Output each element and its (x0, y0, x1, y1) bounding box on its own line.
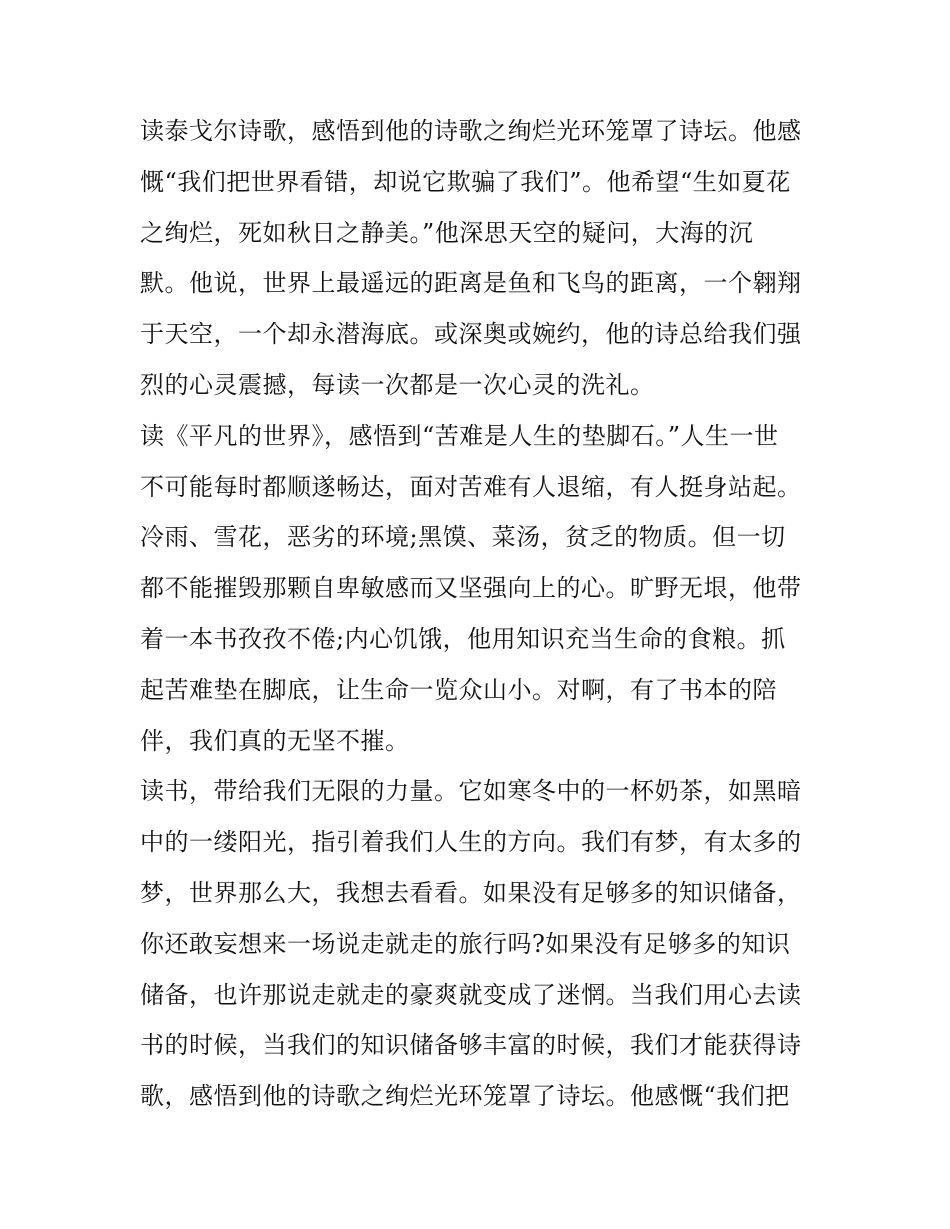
text-line: 冷雨、雪花，恶劣的环境;黑馍、菜汤，贫乏的物质。但一切 (140, 523, 786, 552)
body-text (140, 106, 820, 1122)
text-line: 起苦难垫在脚底，让生命一览众山小。对啊，有了书本的陪 (140, 675, 777, 704)
text-line: 烈的心灵震撼，每读一次都是一次心灵的洗礼。 (140, 370, 655, 399)
text-line: 读书，带给我们无限的力量。它如寒冬中的一杯奶茶，如黑暗 (140, 777, 802, 806)
text-line: 储备，也许那说走就走的豪爽就变成了迷惘。当我们用心去读 (140, 980, 802, 1009)
text-line: 书的时候，当我们的知识储备够丰富的时候，我们才能获得诗 (140, 1031, 802, 1060)
text-line: 之绚烂，死如秋日之静美。”他深思天空的疑问，大海的沉 (140, 218, 754, 247)
text-line: 不可能每时都顺遂畅达，面对苦难有人退缩，有人挺身站起。 (140, 472, 802, 501)
text-line: 歌，感悟到他的诗歌之绚烂光环笼罩了诗坛。他感慨“我们把 (140, 1082, 790, 1111)
text-line: 伴，我们真的无坚不摧。 (140, 726, 410, 755)
text-line: 默。他说，世界上最遥远的距离是鱼和飞鸟的距离，一个翱翔 (140, 269, 802, 298)
text-line: 读《平凡的世界》，感悟到“苦难是人生的垫脚石。”人生一世 (140, 421, 779, 450)
text-line: 中的一缕阳光，指引着我们人生的方向。我们有梦，有太多的 (140, 828, 802, 857)
text-line: 梦，世界那么大，我想去看看。如果没有足够多的知识储备， (140, 878, 802, 907)
text-line: 都不能摧毁那颗自卑敏感而又坚强向上的心。旷野无垠，他带 (140, 574, 802, 603)
text-line: 慨“我们把世界看错，却说它欺骗了我们”。他希望“生如夏花 (140, 167, 791, 196)
text-line: 读泰戈尔诗歌，感悟到他的诗歌之绚烂光环笼罩了诗坛。他感 (140, 117, 802, 145)
text-line: 于天空，一个却永潜海底。或深奥或婉约，他的诗总给我们强 (140, 320, 802, 349)
text-line: 你还敢妄想来一场说走就走的旅行吗?如果没有足够多的知识 (140, 929, 791, 958)
text-line: 着一本书孜孜不倦;内心饥饿，他用知识充当生命的食粮。抓 (140, 624, 786, 653)
